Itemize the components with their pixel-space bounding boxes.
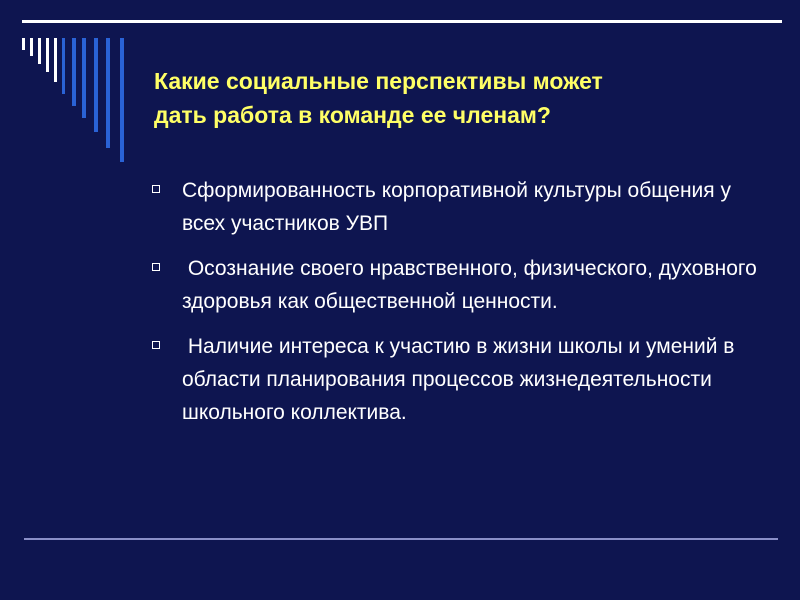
hollow-square-bullet-icon: [152, 263, 160, 271]
stripe-bar: [82, 38, 86, 118]
hollow-square-bullet-icon: [152, 341, 160, 349]
stripe-bar: [38, 38, 41, 64]
list-item: [148, 252, 768, 318]
bullet-text: Сформированность корпоративной культуры общения у всех участников УВП: [182, 179, 737, 235]
list-item: [148, 330, 768, 429]
stripe-bar: [30, 38, 33, 56]
stripe-bar: [54, 38, 57, 82]
stripe-bar: [22, 38, 25, 50]
bottom-rule: [24, 538, 778, 540]
hollow-square-bullet-icon: [152, 185, 160, 193]
bullet-text: Наличие интереса к участию в жизни школы и умений в области планирования процессов жизнедеятельности школьного коллектива.: [182, 335, 741, 424]
stripe-bar: [120, 38, 124, 162]
stripe-bar: [62, 38, 65, 94]
title-line-2: дать работа в команде ее членам?: [154, 102, 551, 128]
list-item: [148, 174, 768, 240]
slide-title: [154, 64, 774, 132]
stripe-bar: [94, 38, 98, 132]
decorative-stripes-icon: [0, 0, 140, 170]
stripe-bar: [46, 38, 49, 72]
bullet-list: [148, 174, 768, 441]
bullet-text: Осознание своего нравственного, физического, духовного здоровья как общественной ценности.: [182, 257, 763, 313]
title-line-1: Какие социальные перспективы может: [154, 68, 603, 94]
stripe-bar: [72, 38, 76, 106]
stripe-bar: [106, 38, 110, 148]
